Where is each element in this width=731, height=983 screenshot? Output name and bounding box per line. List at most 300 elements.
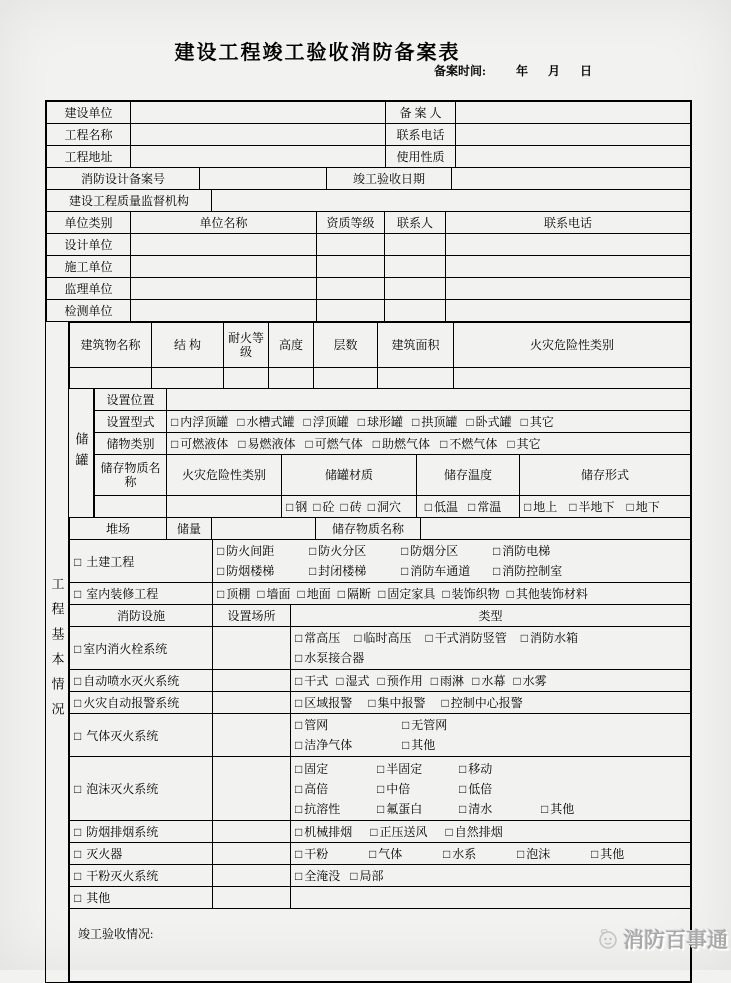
checkbox-option[interactable] <box>468 497 501 517</box>
checkbox-icon[interactable]: □ <box>569 499 577 514</box>
contact-phone-input[interactable] <box>456 124 691 146</box>
checkbox-label: 助燃气体 <box>382 436 431 451</box>
input-cell[interactable] <box>446 278 691 300</box>
facility-row-drypowder <box>70 865 691 887</box>
checkbox-option[interactable] <box>295 779 365 799</box>
filer-input[interactable] <box>456 102 691 124</box>
floors-header: 层数 <box>314 323 378 368</box>
checkbox-icon[interactable]: □ <box>506 586 514 601</box>
checkbox-icon[interactable]: □ <box>459 801 467 816</box>
checkbox-option[interactable] <box>459 779 529 799</box>
checkbox-option[interactable] <box>402 715 497 735</box>
tank-category-label: 储物类别 <box>95 433 167 455</box>
checkbox-icon[interactable]: □ <box>309 544 317 558</box>
checkbox-icon[interactable]: □ <box>524 499 532 514</box>
checkbox-option[interactable] <box>446 822 503 842</box>
checkbox-option[interactable] <box>336 671 369 691</box>
checkbox-icon[interactable]: □ <box>74 782 82 796</box>
construction-unit2-label: 施工单位 <box>47 256 131 278</box>
construction-unit-label: 建设单位 <box>47 102 131 124</box>
checkbox-option[interactable] <box>295 844 357 864</box>
input-cell[interactable] <box>70 368 152 389</box>
install-place-cell[interactable] <box>213 865 291 887</box>
tank-category-row <box>95 433 691 455</box>
checkbox-label: 预作用 <box>386 673 423 688</box>
checkbox-icon[interactable]: □ <box>443 846 451 861</box>
checkbox-option[interactable] <box>507 434 540 454</box>
checkbox-icon[interactable]: □ <box>295 738 303 752</box>
checkbox-icon[interactable]: □ <box>402 718 410 732</box>
yard-substance-input[interactable] <box>421 518 691 540</box>
checkbox-icon[interactable]: □ <box>468 499 476 514</box>
checkbox-option[interactable] <box>309 561 389 581</box>
supervision-label: 建设工程质量监督机构 <box>47 190 212 212</box>
checkbox-icon[interactable]: □ <box>74 587 82 601</box>
checkbox-option[interactable] <box>341 497 362 517</box>
yard-table <box>69 517 691 540</box>
checkbox-option[interactable] <box>295 715 390 735</box>
checkbox-icon[interactable]: □ <box>377 781 385 796</box>
input-cell[interactable] <box>446 256 691 278</box>
install-place-cell[interactable] <box>213 887 291 909</box>
height-header: 高度 <box>269 323 314 368</box>
checkbox-option[interactable] <box>521 412 554 432</box>
tank-type-row <box>95 411 691 433</box>
checkbox-option[interactable] <box>442 584 499 604</box>
checkbox-icon[interactable]: □ <box>472 673 480 688</box>
checkbox-option[interactable] <box>443 844 505 864</box>
checkbox-option[interactable] <box>368 693 425 713</box>
checkbox-icon[interactable]: □ <box>517 846 525 861</box>
inspection-unit-label: 检测单位 <box>47 300 131 322</box>
checkbox-label: 氟蛋白 <box>386 801 423 816</box>
checkbox-icon[interactable]: □ <box>74 728 82 743</box>
checkbox-label: 常高压 <box>304 631 341 645</box>
checkbox-icon[interactable]: □ <box>295 868 303 883</box>
checkbox-icon[interactable]: □ <box>336 673 344 688</box>
checkbox-label: 消防电梯 <box>502 544 551 558</box>
checkbox-option[interactable] <box>217 561 297 581</box>
other-type-cell[interactable] <box>291 887 691 909</box>
input-cell[interactable] <box>317 300 385 322</box>
input-cell[interactable] <box>385 256 446 278</box>
input-cell[interactable] <box>385 234 446 256</box>
supervision-unit-label: 监理单位 <box>47 278 131 300</box>
checkbox-icon[interactable]: □ <box>337 586 346 601</box>
checkbox-icon[interactable]: □ <box>295 801 303 816</box>
checkbox-icon[interactable]: □ <box>507 436 515 451</box>
checkbox-icon[interactable]: □ <box>377 761 385 776</box>
yard-row <box>70 518 691 540</box>
checkbox-icon[interactable]: □ <box>459 781 467 796</box>
install-place-cell[interactable] <box>213 821 291 843</box>
checkbox-label: 区域报警 <box>304 695 353 710</box>
checkbox-icon[interactable]: □ <box>441 695 449 710</box>
checkbox-option[interactable] <box>304 412 349 432</box>
install-place-cell[interactable] <box>213 627 291 670</box>
checkbox-option[interactable] <box>426 628 507 648</box>
checkbox-icon[interactable]: □ <box>217 544 225 558</box>
checkbox-label: 内浮顶罐 <box>180 414 229 429</box>
checkbox-icon[interactable]: □ <box>459 761 467 776</box>
checkbox-icon[interactable]: □ <box>520 414 528 429</box>
unit-row-design <box>47 234 691 256</box>
checkbox-label: 防烟分区 <box>410 544 459 558</box>
checkbox-option[interactable] <box>295 799 365 819</box>
input-cell[interactable] <box>224 368 269 389</box>
gas-options-line2 <box>295 735 686 755</box>
checkbox-icon[interactable]: □ <box>295 695 303 710</box>
checkbox-icon[interactable]: □ <box>377 801 385 816</box>
completion-date-input[interactable] <box>452 168 691 190</box>
design-unit-label: 设计单位 <box>47 234 131 256</box>
checkbox-icon[interactable]: □ <box>412 414 420 429</box>
checkbox-icon[interactable]: □ <box>513 673 521 688</box>
checkbox-option[interactable] <box>358 412 403 432</box>
filing-form <box>45 100 692 983</box>
checkbox-option[interactable] <box>459 759 529 779</box>
checkbox-option[interactable] <box>377 779 447 799</box>
checkbox-option[interactable] <box>237 412 294 432</box>
checkbox-icon[interactable]: □ <box>238 436 246 451</box>
input-cell[interactable] <box>131 278 317 300</box>
input-cell[interactable] <box>131 234 317 256</box>
checkbox-icon[interactable]: □ <box>350 868 358 883</box>
facility-label: 室内消火栓系统 <box>83 641 168 656</box>
tank-side-label: 储罐 <box>69 388 94 518</box>
project-name-label: 工程名称 <box>47 124 131 146</box>
checkbox-option[interactable] <box>295 671 328 691</box>
checkbox-label: 自然排烟 <box>454 824 503 839</box>
checkbox-option[interactable] <box>171 412 228 432</box>
checkbox-icon[interactable]: □ <box>74 869 82 883</box>
tank-options-table <box>94 388 691 455</box>
checkbox-option[interactable] <box>298 584 331 604</box>
checkbox-option[interactable] <box>431 671 464 691</box>
checkbox-icon[interactable]: □ <box>305 436 313 451</box>
checkbox-option[interactable] <box>378 671 423 691</box>
checkbox-icon[interactable]: □ <box>257 586 265 601</box>
install-place-cell[interactable] <box>213 692 291 714</box>
extinguisher-cell <box>70 843 213 865</box>
checkbox-label: 中倍 <box>386 781 411 796</box>
checkbox-option[interactable] <box>171 434 228 454</box>
facility-row-foam <box>70 757 691 821</box>
row-construction-unit <box>47 102 691 124</box>
checkbox-icon[interactable]: □ <box>295 761 303 776</box>
input-cell[interactable] <box>167 496 282 518</box>
checkbox-label: 水系 <box>452 846 477 861</box>
checkbox-icon[interactable]: □ <box>354 631 362 645</box>
checkbox-icon[interactable]: □ <box>295 673 303 688</box>
checkbox-label: 可燃气体 <box>314 436 363 451</box>
checkbox-label: 泡沫 <box>526 846 551 861</box>
checkbox-option[interactable] <box>472 671 505 691</box>
usage-nature-label: 使用性质 <box>386 146 456 168</box>
install-place-cell[interactable] <box>213 714 291 757</box>
checkbox-label: 封闭楼梯 <box>318 564 367 578</box>
checkbox-option[interactable] <box>338 584 371 604</box>
facility-label: 灭火器 <box>86 847 123 861</box>
supervision-input[interactable] <box>212 190 691 212</box>
checkbox-icon[interactable]: □ <box>440 436 448 451</box>
checkbox-icon[interactable]: □ <box>295 651 303 665</box>
checkbox-option[interactable] <box>377 799 447 819</box>
drypowder-cell <box>70 865 213 887</box>
checkbox-icon[interactable]: □ <box>217 586 225 601</box>
checkbox-label: 消防控制室 <box>502 564 563 578</box>
unit-phone-header: 联系电话 <box>446 212 691 234</box>
checkbox-label: 球形罐 <box>367 414 404 429</box>
checkbox-option[interactable] <box>591 844 653 864</box>
checkbox-icon[interactable]: □ <box>171 436 179 451</box>
checkbox-option[interactable] <box>569 497 614 517</box>
input-cell[interactable] <box>385 278 446 300</box>
input-cell[interactable] <box>378 368 454 389</box>
input-cell[interactable] <box>454 368 691 389</box>
yard-amount-input[interactable] <box>212 518 316 540</box>
input-cell[interactable] <box>446 300 691 322</box>
install-place-cell[interactable] <box>213 670 291 692</box>
checkbox-label: 固定 <box>304 761 329 776</box>
checkbox-option[interactable] <box>517 844 579 864</box>
yard-label: 堆场 <box>70 518 167 540</box>
basic-info-table <box>46 101 691 168</box>
checkbox-option[interactable] <box>513 671 546 691</box>
unit-name-header: 单位名称 <box>131 212 317 234</box>
tank-detail-table <box>94 454 691 518</box>
checkbox-option[interactable] <box>440 434 497 454</box>
facility-row-alarm <box>70 692 691 714</box>
facility-label: 气体灭火系统 <box>86 728 159 743</box>
input-cell[interactable] <box>131 300 317 322</box>
checkbox-option[interactable] <box>309 541 389 561</box>
checkbox-option[interactable] <box>238 434 295 454</box>
checkbox-label: 顶棚 <box>226 586 251 601</box>
install-place-cell[interactable] <box>213 757 291 821</box>
checkbox-icon[interactable]: □ <box>303 414 311 429</box>
decoration-cell <box>70 583 213 605</box>
input-cell[interactable] <box>446 234 691 256</box>
checkbox-option[interactable] <box>295 866 340 886</box>
checkbox-icon[interactable]: □ <box>430 673 439 688</box>
checkbox-option[interactable] <box>217 584 250 604</box>
input-cell[interactable] <box>385 300 446 322</box>
checkbox-label: 其他 <box>411 738 436 752</box>
checkbox-icon[interactable]: □ <box>372 436 381 451</box>
checkbox-icon[interactable]: □ <box>313 499 321 514</box>
checkbox-icon[interactable]: □ <box>74 891 82 905</box>
checkbox-icon[interactable]: □ <box>309 564 317 578</box>
tank-substance-header: 储存物质名称 <box>95 455 167 496</box>
checkbox-icon[interactable]: □ <box>369 846 377 861</box>
input-cell[interactable] <box>317 234 385 256</box>
input-cell[interactable] <box>95 496 167 518</box>
checkbox-label: 湿式 <box>345 673 370 688</box>
checkbox-icon[interactable]: □ <box>295 718 303 732</box>
checkbox-icon[interactable]: □ <box>295 631 303 645</box>
checkbox-option[interactable] <box>295 822 352 842</box>
checkbox-label: 隔断 <box>347 586 372 601</box>
row-project-name <box>47 124 691 146</box>
checkbox-option[interactable] <box>459 799 529 819</box>
checkbox-option[interactable] <box>442 693 523 713</box>
checkbox-icon[interactable]: □ <box>541 801 549 816</box>
checkbox-option[interactable] <box>412 412 457 432</box>
checkbox-icon[interactable]: □ <box>442 586 450 601</box>
checkbox-icon[interactable]: □ <box>74 554 82 569</box>
completion-date-label: 竣工验收日期 <box>327 168 452 190</box>
checkbox-label: 集中报警 <box>377 695 426 710</box>
checkbox-icon[interactable]: □ <box>295 846 303 861</box>
checkbox-option[interactable] <box>377 759 447 779</box>
checkbox-icon[interactable]: □ <box>367 499 376 514</box>
checkbox-option[interactable] <box>257 584 290 604</box>
checkbox-icon[interactable]: □ <box>74 674 82 688</box>
input-cell[interactable] <box>317 278 385 300</box>
checkbox-icon[interactable]: □ <box>401 564 409 578</box>
watermark <box>595 924 728 954</box>
checkbox-option[interactable] <box>466 412 511 432</box>
checkbox-option[interactable] <box>368 497 401 517</box>
checkbox-label: 地面 <box>306 586 331 601</box>
checkbox-option[interactable] <box>295 648 364 668</box>
building-table <box>69 322 691 389</box>
checkbox-icon[interactable]: □ <box>74 847 82 861</box>
tank-detail-header-row <box>95 455 691 496</box>
checkbox-icon[interactable]: □ <box>74 696 82 710</box>
checkbox-option[interactable] <box>295 628 340 648</box>
checkbox-option[interactable] <box>354 628 411 648</box>
checkbox-label: 地上 <box>533 499 558 514</box>
install-place-cell[interactable] <box>213 843 291 865</box>
row-supervision <box>47 190 691 212</box>
checkbox-icon[interactable]: □ <box>424 499 432 514</box>
project-name-input[interactable] <box>131 124 386 146</box>
extinguisher-options <box>295 844 686 864</box>
usage-nature-input[interactable] <box>456 146 691 168</box>
building-name-header: 建筑物名称 <box>70 323 152 368</box>
checkbox-icon[interactable]: □ <box>295 781 303 796</box>
checkbox-icon[interactable]: □ <box>377 673 385 688</box>
checkbox-label: 局部 <box>359 868 384 883</box>
checkbox-icon[interactable]: □ <box>297 586 305 601</box>
checkbox-label: 砖 <box>349 499 362 514</box>
facilities-table <box>69 539 691 909</box>
checkbox-option[interactable] <box>306 434 363 454</box>
checkbox-option[interactable] <box>313 497 334 517</box>
checkbox-option[interactable] <box>627 497 660 517</box>
checkbox-icon[interactable]: □ <box>425 631 433 645</box>
checkbox-option[interactable] <box>401 541 481 561</box>
checkbox-icon[interactable]: □ <box>340 499 348 514</box>
unit-row-supervision <box>47 278 691 300</box>
checkbox-option[interactable] <box>493 561 573 581</box>
checkbox-option[interactable] <box>401 561 481 581</box>
checkbox-label: 不燃气体 <box>449 436 498 451</box>
unit-row-construction <box>47 256 691 278</box>
checkbox-icon[interactable]: □ <box>378 586 386 601</box>
building-header-row <box>70 323 691 368</box>
checkbox-icon[interactable]: □ <box>368 695 376 710</box>
unit-qualification-header: 资质等级 <box>317 212 385 234</box>
checkbox-option[interactable] <box>295 693 352 713</box>
tank-temperature-options <box>421 497 515 517</box>
tank-hazard-header: 火灾危险性类别 <box>167 455 282 496</box>
checkbox-label: 干粉 <box>304 846 329 861</box>
checkbox-option[interactable] <box>541 799 611 819</box>
checkbox-option[interactable] <box>369 844 431 864</box>
checkbox-icon[interactable]: □ <box>295 824 303 839</box>
checkbox-icon[interactable]: □ <box>493 544 501 558</box>
tank-location-input[interactable] <box>167 389 691 411</box>
checkbox-option[interactable] <box>286 497 307 517</box>
construction-unit-input[interactable] <box>131 102 386 124</box>
checkbox-option[interactable] <box>295 735 390 755</box>
checkbox-option[interactable] <box>295 759 365 779</box>
input-cell[interactable] <box>317 256 385 278</box>
checkbox-option[interactable] <box>507 584 588 604</box>
checkbox-option[interactable] <box>378 584 435 604</box>
checkbox-option[interactable] <box>524 497 557 517</box>
input-cell[interactable] <box>131 256 317 278</box>
checkbox-icon[interactable]: □ <box>217 564 225 578</box>
checkbox-icon[interactable]: □ <box>520 631 529 645</box>
tank-temperature-header: 储存温度 <box>417 455 520 496</box>
checkbox-icon[interactable]: □ <box>74 641 82 656</box>
checkbox-icon[interactable]: □ <box>402 738 410 752</box>
input-cell[interactable] <box>314 368 378 389</box>
checkbox-icon[interactable]: □ <box>74 825 82 839</box>
checkbox-option[interactable] <box>425 497 458 517</box>
checkbox-icon[interactable]: □ <box>401 544 409 558</box>
checkbox-label: 消防车通道 <box>410 564 471 578</box>
checkbox-icon[interactable]: □ <box>445 824 453 839</box>
checkbox-icon[interactable]: □ <box>237 414 245 429</box>
tank-detail-data-row <box>95 496 691 518</box>
checkbox-label: 防火间距 <box>226 544 275 558</box>
project-address-input[interactable] <box>131 146 386 168</box>
tank-material-options <box>286 497 412 517</box>
supervision-table <box>46 189 691 212</box>
facility-label: 火灾自动报警系统 <box>83 696 180 710</box>
checkbox-icon[interactable]: □ <box>493 564 501 578</box>
input-cell[interactable] <box>152 368 224 389</box>
checkbox-option[interactable] <box>350 866 383 886</box>
yard-substance-label: 储存物质名称 <box>316 518 421 540</box>
facility-label: 泡沫灭火系统 <box>86 782 159 796</box>
checkbox-option[interactable] <box>373 434 430 454</box>
input-cell[interactable] <box>269 368 314 389</box>
checkbox-icon[interactable]: □ <box>357 414 366 429</box>
checkbox-option[interactable] <box>217 541 297 561</box>
tank-material-header: 储罐材质 <box>282 455 417 496</box>
checkbox-icon[interactable]: □ <box>626 499 634 514</box>
checkbox-label: 拱顶罐 <box>421 414 458 429</box>
checkbox-option[interactable] <box>370 822 427 842</box>
checkbox-icon[interactable]: □ <box>370 824 378 839</box>
checkbox-icon[interactable]: □ <box>286 499 294 514</box>
checkbox-icon[interactable]: □ <box>171 414 179 429</box>
checkbox-icon[interactable]: □ <box>466 414 474 429</box>
checkbox-option[interactable] <box>493 541 573 561</box>
checkbox-label: 抗溶性 <box>304 801 341 816</box>
design-no-input[interactable] <box>200 168 327 190</box>
checkbox-option[interactable] <box>521 628 578 648</box>
gas-options-line1 <box>295 715 686 735</box>
checkbox-option[interactable] <box>402 735 497 755</box>
checkbox-icon[interactable]: □ <box>591 846 599 861</box>
